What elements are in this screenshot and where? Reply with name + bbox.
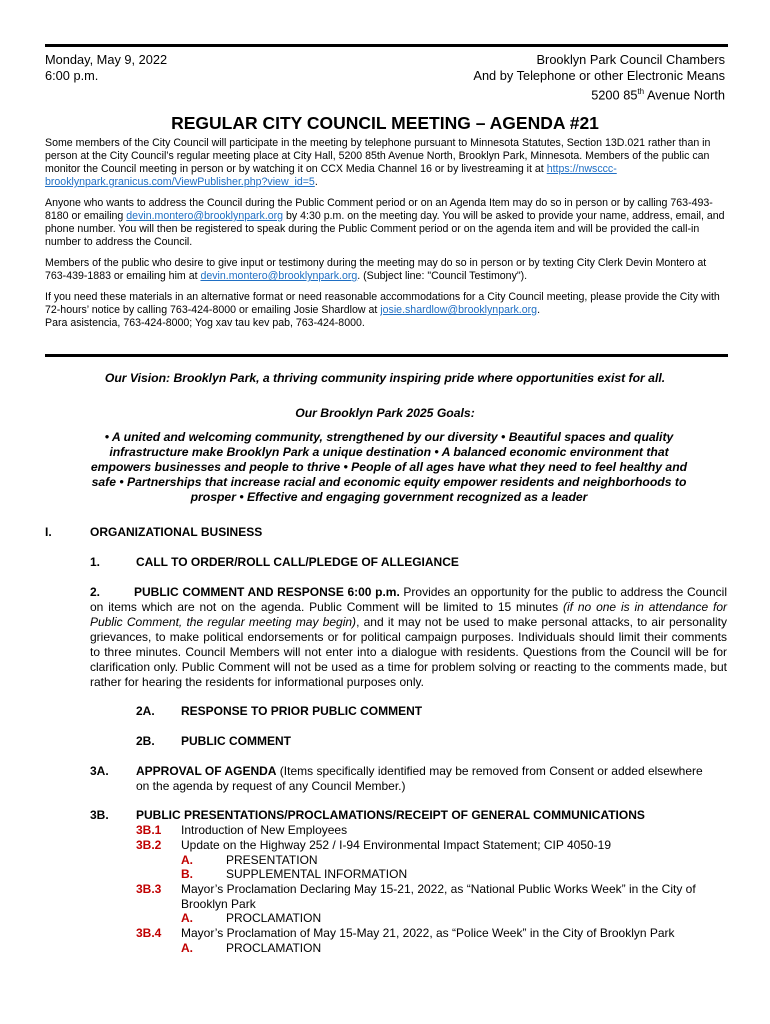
sub-item-text: PROCLAMATION	[226, 911, 322, 925]
item-number: 1.	[90, 555, 101, 569]
sub-item-letter: B.	[181, 867, 193, 881]
section-title: ORGANIZATIONAL BUSINESS	[90, 525, 263, 539]
sub-item-letter: A.	[181, 853, 193, 867]
clerk-email-link-2[interactable]: devin.montero@brooklynpark.org	[200, 270, 358, 282]
meeting-location	[473, 52, 725, 103]
location-address: 5200 85th Avenue North	[591, 87, 725, 103]
intro-paragraph-2: Anyone who wants to address the Council during the Public Comment period or on an Agenda Item may do so in person or by calling 763-493-8180 or emailing devin.montero@brooklynpark.org by 4:30 p.m. on the meeting day. You will be asked to provide your name, address, email, and phone number. You will then be registered to speak during the Public Comment period or on the agenda item and will be provided the call-in number to address the Council.	[45, 197, 725, 248]
sub-item-text: PRESENTATION	[226, 853, 318, 867]
accommodation-email-link[interactable]: josie.shardlow@brooklynpark.org	[380, 304, 538, 316]
livestream-link[interactable]: https://nwsccc-brooklynpark.granicus.com/ViewPublisher.php?view_id=5	[45, 163, 617, 188]
vision-statement: Our Vision: Brooklyn Park, a thriving community inspiring pride where opportunities exist for all.	[104, 371, 666, 385]
sub-item-number: 3B.1	[136, 823, 162, 837]
sub-item-letter: A.	[181, 911, 193, 925]
item-number: 2B.	[136, 734, 155, 748]
item-number: 3B.	[90, 808, 109, 822]
meeting-datetime	[45, 52, 167, 84]
goals-list: • A united and welcoming community, strengthened by our diversity • Beautiful spaces and quality infrastructure make Brooklyn Park a unique destination • A balanced economic environment that empowers businesses and people to thrive • People of all ages have what they need to feel healthy and safe • Partnerships that increase racial and economic equity empower residents and neighborhoods to prosper • Effective and engaging government recognized as a leader	[90, 430, 688, 504]
sub-item-text: Mayor’s Proclamation Declaring May 15-21, 2022, as “National Public Works Week” in the City of Brooklyn Park	[181, 882, 696, 911]
sub-item-number: 3B.3	[136, 882, 162, 896]
intro-notice	[45, 137, 728, 330]
item-number: 2A.	[136, 704, 155, 718]
section-number: I.	[45, 525, 52, 539]
sub-item-letter: A.	[181, 941, 193, 955]
sub-item-text: Update on the Highway 252 / I-94 Environmental Impact Statement; CIP 4050-19	[181, 838, 612, 852]
sub-item-number: 3B.2	[136, 838, 162, 852]
meeting-time: 6:00 p.m.	[45, 68, 99, 83]
page-title: REGULAR CITY COUNCIL MEETING – AGENDA #21	[171, 113, 599, 133]
goals-title: Our Brooklyn Park 2025 Goals:	[295, 406, 475, 420]
sub-item-text: PROCLAMATION	[226, 941, 322, 955]
item-title: RESPONSE TO PRIOR PUBLIC COMMENT	[181, 704, 423, 718]
item-title: CALL TO ORDER/ROLL CALL/PLEDGE OF ALLEGIANCE	[136, 555, 459, 569]
intro-paragraph-3: Members of the public who desire to give input or testimony during the meeting may do so in person or by texting City Clerk Devin Montero at 763-439-1883 or emailing him at devin.montero@brooklynpark.org. (Subject line: "Council Testimony").	[45, 257, 707, 282]
location-line-1: Brooklyn Park Council Chambers	[536, 52, 725, 67]
section-rule	[45, 354, 728, 357]
intro-paragraph-4: If you need these materials in an alternative format or need reasonable accommodations for a City Council meeting, please provide the City with 72-hours’ notice by calling 763-424-8000 or emailing Josie Shardlow at josie.shardlow@brooklynpark.org. Para asistencia, 763-424-8000; Yog xav tau kev pab, 763-424-8000.	[45, 291, 720, 329]
sub-item-text: SUPPLEMENTAL INFORMATION	[226, 867, 408, 881]
item-title: PUBLIC PRESENTATIONS/PROCLAMATIONS/RECEIPT OF GENERAL COMMUNICATIONS	[136, 808, 645, 822]
item-number: 3A.	[90, 764, 109, 778]
approval-agenda-item: APPROVAL OF AGENDA (Items specifically identified may be removed from Consent or added elsewhere on the agenda by request of any Council Member.)	[136, 764, 703, 793]
location-line-2: And by Telephone or other Electronic Means	[473, 68, 725, 83]
sub-item-text: Mayor’s Proclamation of May 15-May 21, 2022, as “Police Week” in the City of Brooklyn Park	[181, 926, 675, 940]
sub-item-number: 3B.4	[136, 926, 162, 940]
item-title: PUBLIC COMMENT	[181, 734, 291, 748]
meeting-date: Monday, May 9, 2022	[45, 52, 168, 67]
intro-paragraph-1: Some members of the City Council will participate in the meeting by telephone pursuant to Minnesota Statutes, Section 13D.021 rather than in person at the City Council’s regular meeting place at City Hall, 5200 85th Avenue North, Brooklyn Park, Minnesota. Members of the public can monitor the Council meeting in person or by watching it on CCX Media Channel 16 or by livestreaming it at https://nwsccc-brooklynpark.granicus.com/ViewPublisher.php?view_id=5.	[45, 137, 711, 188]
clerk-email-link[interactable]: devin.montero@brooklynpark.org	[126, 210, 284, 222]
sub-item-text: Introduction of New Employees	[181, 823, 348, 837]
public-comment-paragraph: 2. PUBLIC COMMENT AND RESPONSE 6:00 p.m. Provides an opportunity for the public to address the Council on items which are not on the agenda. Public Comment will be limited to 15 minutes (if no one is in attendance for Public Comment, the regular meeting may begin), and it may not be used to make personal attacks, to air personality grievances, to make political endorsements or for political campaign purposes. Individuals should limit their comments to three minutes. Council Members will not enter into a dialogue with residents. Questions from the Council will be for clarification only. Public Comment will not be used as a time for problem solving or reacting to the comments made, but rather for hearing the residents for informational purposes only.	[90, 585, 728, 689]
header-rule	[45, 44, 728, 47]
